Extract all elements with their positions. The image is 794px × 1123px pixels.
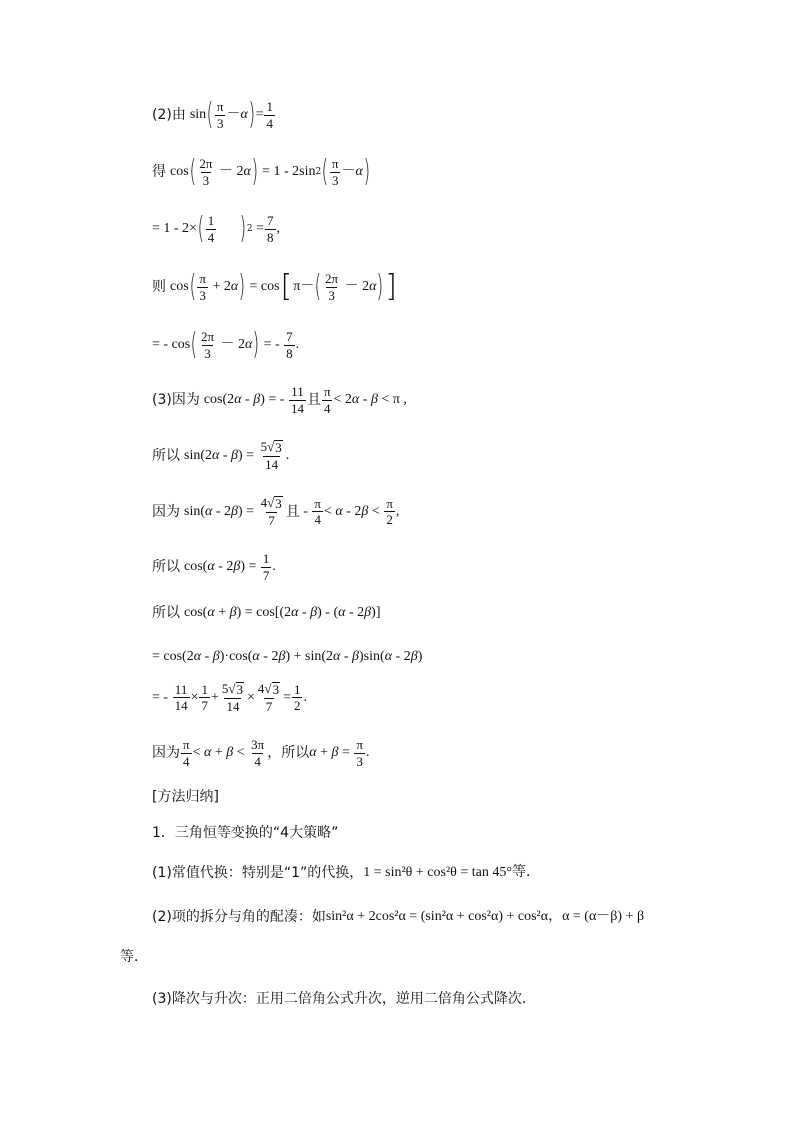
fraction: $\frac{\pi}{4}$ xyxy=(314,495,321,528)
alpha: α xyxy=(205,503,213,519)
alpha: α xyxy=(355,164,363,180)
strategy-item-2-cont xyxy=(120,950,148,964)
fraction: $\frac{11}{14}$ xyxy=(290,384,304,416)
alpha: α xyxy=(369,279,377,295)
fraction: $\frac{\pi}{3}$ xyxy=(216,99,224,131)
minus: － xyxy=(300,279,315,295)
times: × xyxy=(247,689,255,705)
alpha: α xyxy=(240,107,248,123)
fraction: $\frac{1}{7}$ xyxy=(201,681,208,714)
line-conclusion: 因为 $\frac{\pi}{4}$ < α + β < $\frac{3\pi}{4}$ ，所以 α + β = $\frac{\pi}{3}$ . xyxy=(152,737,370,769)
alpha: α xyxy=(193,649,202,664)
fraction: $\frac{3\pi}{4}$ xyxy=(251,737,265,769)
beta: β xyxy=(331,745,339,761)
method-heading xyxy=(152,790,219,804)
beta: β xyxy=(226,745,234,761)
line-sin-2a-b: 所以 sin (2 α - β ) = 5 √ 3 14 . xyxy=(152,439,290,472)
alpha: α xyxy=(338,605,346,620)
eq: = xyxy=(283,689,291,705)
fraction: $\frac{1}{4}$ xyxy=(207,213,215,245)
fraction: $\frac{2\pi}{3}$ xyxy=(200,329,215,361)
fraction: $\frac{2\pi}{3}$ xyxy=(199,156,213,188)
sin-op: sin xyxy=(299,164,316,180)
line-compute: = 1 - 2 × ( $\frac{1}{4}$ ) 2 = $\frac{7}{8}$ , xyxy=(152,211,281,247)
plus: + xyxy=(210,689,219,705)
period: . xyxy=(365,745,370,761)
list-item-continuation: 等． xyxy=(120,949,148,965)
strategy-item-1 xyxy=(152,866,540,880)
cos-op: cos xyxy=(170,164,189,180)
text: 所以 xyxy=(152,605,180,621)
period: . xyxy=(285,447,290,463)
minus: － xyxy=(344,279,359,295)
beta: β xyxy=(410,649,418,664)
beta: β xyxy=(233,559,241,575)
eq: = xyxy=(256,221,265,237)
paren: ( xyxy=(197,211,205,247)
fraction: $\frac{\pi}{3}$ xyxy=(331,156,339,188)
list-title: 1．三角恒等变换的“4大策略” xyxy=(152,825,339,841)
alpha: α xyxy=(212,447,220,463)
text: 则 xyxy=(152,279,166,296)
fraction: $\frac{7}{8}$ xyxy=(267,213,274,245)
beta: β xyxy=(212,649,220,664)
list-item: (2)项的拆分与角的配凑：如 xyxy=(152,909,326,925)
alpha: α xyxy=(384,649,393,664)
alpha: α xyxy=(230,279,239,295)
pi: π xyxy=(392,392,400,408)
fraction: 4 √ 3 7 xyxy=(257,681,280,714)
text: 且 xyxy=(285,503,300,520)
paren: ) xyxy=(363,154,370,190)
beta: β xyxy=(231,503,239,519)
beta: β xyxy=(231,447,239,463)
eq: = xyxy=(249,279,258,295)
list-item: (3)降次与升次：正用二倍角公式升次，逆用二倍角公式降次． xyxy=(152,991,536,1007)
sin-op: sin xyxy=(184,447,201,463)
bracket: ] xyxy=(385,269,397,305)
fraction: $\frac{\pi}{4}$ xyxy=(183,737,190,769)
eq: = xyxy=(262,164,270,180)
fraction: 5 √ 3 14 xyxy=(260,439,282,472)
period: . xyxy=(295,337,300,353)
beta: β xyxy=(310,605,318,620)
times: × xyxy=(190,689,199,705)
text: 因为 xyxy=(152,503,180,520)
fraction: $\frac{11}{14}$ xyxy=(174,681,188,714)
sin-op: sin xyxy=(189,107,207,123)
alpha: α xyxy=(234,392,242,408)
strategy-item-2 xyxy=(152,910,644,924)
sin-op: sin xyxy=(184,503,201,519)
times: × xyxy=(189,221,197,237)
beta: β xyxy=(253,392,261,408)
list-item: (1)常值代换：特别是“1”的代换， xyxy=(152,865,364,881)
alpha: α xyxy=(309,745,317,761)
minus: － xyxy=(341,164,356,180)
paren: ( xyxy=(314,269,322,305)
alpha: α xyxy=(252,649,260,664)
cos-op: cos xyxy=(184,559,203,575)
cos-op: cos xyxy=(170,279,189,295)
text: ，所以 xyxy=(267,745,310,762)
line-because-sin: 因为 sin ( α - 2 β ) = 4 √ 3 7 且 - $\frac{\pi}{4}$ < α - 2 β < $\frac{\pi}{2}$ , xyxy=(152,495,400,528)
fraction: $\frac{\pi}{2}$ xyxy=(386,495,393,528)
text: (2)由 xyxy=(152,107,186,124)
pi: π xyxy=(293,279,301,295)
minus: － xyxy=(220,337,235,353)
alpha: α xyxy=(245,337,253,353)
paren: ( xyxy=(189,154,196,190)
alpha: α xyxy=(351,392,360,408)
cdot: · xyxy=(224,649,230,664)
fraction: $\frac{2\pi}{3}$ xyxy=(325,271,339,303)
fraction: $\frac{1}{7}$ xyxy=(262,551,270,583)
paren: ) xyxy=(239,211,247,247)
bracket: [ xyxy=(280,269,293,305)
line-numeric: = - $\frac{11}{14}$ × $\frac{1}{7}$ + 5 √ 3 14 × 4 √ 3 7 = $\frac{1}{2}$ . xyxy=(152,681,307,714)
period: . xyxy=(272,559,276,575)
alpha: α xyxy=(335,503,343,519)
paren: ( xyxy=(190,327,198,363)
beta: β xyxy=(361,503,369,519)
minus: － xyxy=(226,107,241,123)
paren: ) xyxy=(253,327,260,363)
text: 所以 xyxy=(152,447,180,464)
line-result-cos: = - cos ( $\frac{2\pi}{3}$ － 2 α ) = - $\frac{7}{8}$ . xyxy=(152,327,300,363)
paren: ( xyxy=(206,97,214,133)
cos-op: cos xyxy=(203,392,223,408)
fraction: 5 √ 3 14 xyxy=(221,681,244,714)
text: 因为 xyxy=(152,745,180,762)
alpha: α xyxy=(243,164,251,180)
line-derive: 得 cos ( $\frac{2\pi}{3}$ － 2 α ) = 1 - 2 sin 2 ( $\frac{\pi}{3}$ － α ) xyxy=(152,154,370,190)
cos-op: cos xyxy=(171,337,191,353)
beta: β xyxy=(278,649,286,664)
text: 所以 xyxy=(152,559,180,576)
strategy-item-3 xyxy=(152,992,536,1006)
paren: ) xyxy=(377,269,384,305)
beta: β xyxy=(370,392,378,408)
paren: ( xyxy=(189,269,196,305)
minus: － xyxy=(218,164,233,180)
alpha: α xyxy=(333,649,341,664)
fraction: $\frac{\pi}{4}$ xyxy=(323,384,331,416)
formula: sin²α + 2cos²α = (sin²α + cos²α) + cos²α，α = (α－β) + β xyxy=(325,909,645,924)
eq: = xyxy=(255,107,264,123)
fraction: 4 √ 3 7 xyxy=(260,495,282,528)
cos-op: cos xyxy=(260,279,280,295)
formula: 1 = sin²θ + cos²θ = tan 45°等． xyxy=(363,865,540,880)
beta: β xyxy=(364,605,372,620)
section-heading: [方法归纳] xyxy=(152,789,219,805)
paren: ) xyxy=(238,269,246,305)
line-then: 则 cos ( $\frac{\pi}{3}$ + 2 α ) = cos [ π － ( $\frac{2\pi}{3}$ － 2 α ) ] xyxy=(152,269,397,305)
alpha: α xyxy=(207,559,215,575)
paren: ) xyxy=(251,154,258,190)
paren: ( xyxy=(321,154,329,190)
line-expand: = cos(2 α - β ) · cos( α - 2 β ) + sin(2 α - β )sin( α - 2 β ) xyxy=(152,649,423,664)
line-cos-sum: 所以 cos( α + β ) = cos[(2 α - β ) - ( α - 2 β )] xyxy=(152,605,381,621)
text: (3)因为 xyxy=(152,392,200,409)
line-given xyxy=(152,97,276,133)
paren: ) xyxy=(248,97,255,133)
beta: β xyxy=(229,605,237,620)
fraction: $\frac{1}{4}$ xyxy=(266,99,273,131)
strategy-title xyxy=(152,826,338,840)
beta: β xyxy=(352,649,360,664)
line-part3: (3)因为 cos (2 α - β ) = - $\frac{11}{14}$ 且 $\frac{\pi}{4}$ < 2 α - β < π , xyxy=(152,384,407,416)
fraction: $\frac{7}{8}$ xyxy=(286,329,293,361)
line-cos-a-2b: 所以 cos ( α - 2 β ) = $\frac{1}{7}$ . xyxy=(152,551,276,583)
alpha: α xyxy=(291,605,299,620)
fraction: $\frac{1}{2}$ xyxy=(293,681,301,714)
text: 得 xyxy=(152,164,166,181)
alpha: α xyxy=(207,605,215,620)
text: 且 xyxy=(306,392,321,409)
alpha: α xyxy=(203,745,212,761)
period: . xyxy=(303,689,307,705)
fraction: $\frac{\pi}{3}$ xyxy=(356,737,363,769)
fraction: $\frac{\pi}{3}$ xyxy=(199,271,206,303)
